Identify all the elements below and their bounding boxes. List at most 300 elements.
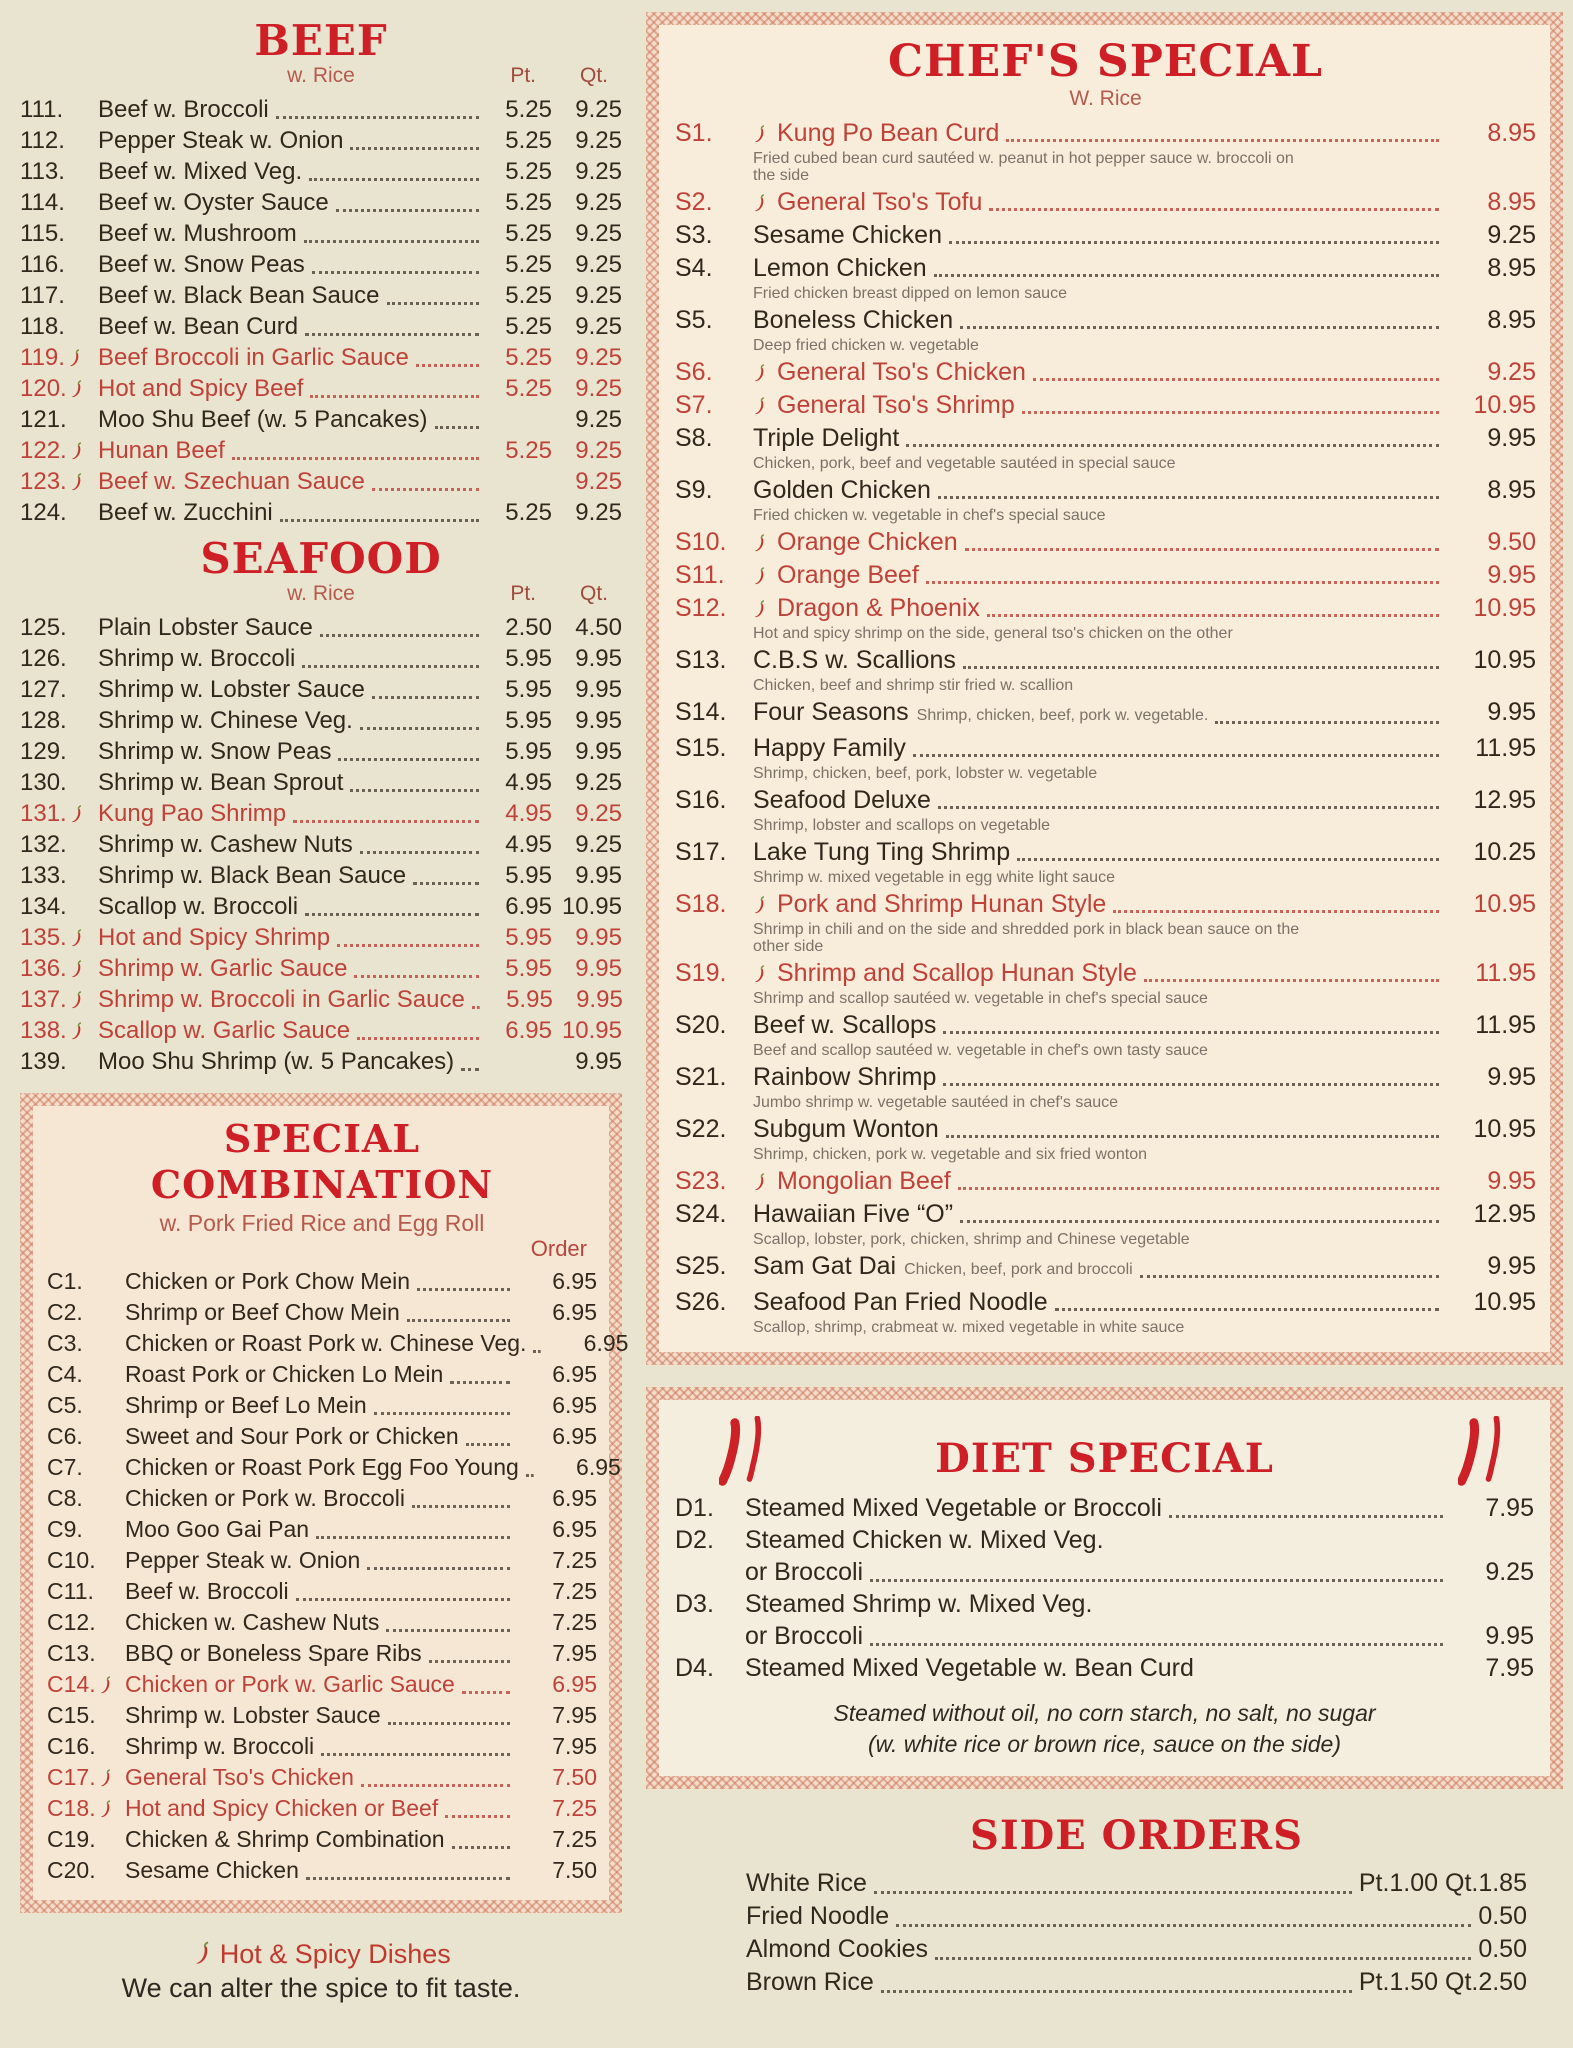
item-name: Beef w. Scallops — [753, 1011, 937, 1039]
dot-leader — [934, 274, 1439, 277]
menu-item — [675, 1252, 1536, 1284]
item-name: Hawaiian Five “O” — [753, 1200, 954, 1228]
item-price: 10.95 — [1473, 890, 1536, 918]
dot-leader — [450, 1381, 510, 1384]
side-orders-section — [646, 1813, 1563, 1999]
item-price: 6.95 — [552, 1671, 597, 1697]
item-price: 6.95 — [552, 1516, 597, 1542]
item-price: 7.95 — [1485, 1654, 1534, 1682]
dot-leader — [429, 1660, 510, 1663]
item-number: 121. — [20, 406, 67, 433]
item-number: C6. — [47, 1423, 83, 1449]
chili-pepper-icon — [70, 438, 84, 469]
menu-item — [20, 674, 622, 705]
chili-pepper-icon — [753, 597, 767, 626]
item-price-pint: 5.25 — [505, 220, 552, 247]
menu-item — [675, 561, 1536, 590]
menu-item — [47, 1700, 597, 1731]
dot-leader — [1113, 910, 1439, 913]
item-number: 126. — [20, 645, 67, 672]
item-name: Shrimp w. Broccoli — [125, 1733, 315, 1759]
item-price: 7.95 — [552, 1733, 597, 1759]
item-price: 9.95 — [1487, 1063, 1536, 1091]
item-name: Hunan Beef — [98, 437, 225, 464]
item-price-quart: 9.25 — [575, 220, 622, 247]
item-price-quart: 9.25 — [575, 437, 622, 464]
item-price: 8.95 — [1487, 188, 1536, 216]
item-name: Chicken or Pork w. Broccoli — [125, 1485, 405, 1511]
item-name: Scallop w. Garlic Sauce — [98, 1017, 351, 1044]
item-number: D4. — [675, 1654, 714, 1682]
dot-leader — [367, 1567, 510, 1570]
side-orders-list — [746, 1867, 1527, 1999]
quart-column-label: Qt. — [579, 582, 608, 605]
dot-leader — [350, 147, 479, 150]
menu-item — [20, 249, 622, 280]
item-name: Beef w. Zucchini — [98, 499, 273, 526]
item-description: Scallop, shrimp, crabmeat w. mixed vegetable in white sauce — [753, 1319, 1185, 1336]
item-name: Moo Goo Gai Pan — [125, 1516, 310, 1542]
chili-pepper-icon — [753, 531, 767, 560]
diet-note-line1: Steamed without oil, no corn starch, no salt, no sugar — [833, 1700, 1376, 1726]
menu-item — [47, 1824, 597, 1855]
item-number: S11. — [675, 561, 725, 589]
dot-leader — [526, 1474, 534, 1477]
item-price-pint: 5.25 — [505, 251, 552, 278]
dot-leader — [913, 754, 1439, 757]
menu-item — [20, 829, 622, 860]
item-number: D2. — [675, 1526, 714, 1554]
item-price-quart: 9.25 — [575, 831, 622, 858]
menu-item — [20, 280, 622, 311]
menu-item — [20, 466, 622, 497]
dot-leader — [293, 820, 479, 823]
chili-pepper-icon — [194, 1940, 212, 1974]
menu-item — [675, 1556, 1534, 1588]
dot-leader — [472, 1006, 480, 1009]
item-number: S7. — [675, 391, 713, 419]
item-price: 9.95 — [1487, 424, 1536, 452]
chili-pepper-icon — [70, 987, 84, 1018]
dot-leader — [1055, 1308, 1439, 1311]
item-price-quart: 9.25 — [575, 406, 622, 433]
menu-item — [47, 1421, 597, 1452]
item-name: Triple Delight — [753, 424, 900, 452]
item-number: C1. — [47, 1268, 83, 1294]
item-name: Shrimp or Beef Lo Mein — [125, 1392, 367, 1418]
item-name: Beef Broccoli in Garlic Sauce — [98, 344, 409, 371]
item-price-quart: 9.95 — [576, 986, 623, 1013]
chili-pepper-icon — [70, 1018, 84, 1049]
item-name: Hot and Spicy Beef — [98, 375, 304, 402]
menu-item — [675, 221, 1536, 250]
item-name: Beef w. Black Bean Sauce — [98, 282, 380, 309]
item-price-quart: 9.95 — [575, 955, 622, 982]
item-description: Chicken, pork, beef and vegetable sautéed in special sauce — [753, 455, 1176, 472]
quart-column-label: Qt. — [579, 64, 608, 87]
item-name: Beef w. Bean Curd — [98, 313, 299, 340]
dot-leader — [416, 364, 479, 367]
item-number: 138. — [20, 1015, 98, 1046]
item-name: Rainbow Shrimp — [753, 1063, 937, 1091]
section-subtitle: W. Rice — [1069, 87, 1142, 110]
item-name: Steamed Chicken w. Mixed Veg. — [745, 1526, 1104, 1554]
item-name: Chicken or Roast Pork w. Chinese Veg. — [125, 1330, 527, 1356]
item-price-quart: 9.25 — [575, 769, 622, 796]
menu-item — [20, 311, 622, 342]
dot-leader — [462, 1691, 510, 1694]
item-number: 112. — [20, 127, 65, 154]
item-number: S19. — [675, 959, 727, 987]
item-number: S12. — [675, 594, 727, 622]
item-number: S26. — [675, 1288, 727, 1316]
item-price-pint: 5.95 — [505, 738, 552, 765]
item-price-quart: 9.25 — [575, 158, 622, 185]
item-price: 6.95 — [552, 1268, 597, 1294]
item-number: 134. — [20, 893, 67, 920]
item-price: 11.95 — [1475, 959, 1536, 987]
chili-pepper-icon — [753, 191, 767, 220]
item-name: Shrimp w. Lobster Sauce — [98, 676, 365, 703]
chili-pepper-icon — [70, 801, 84, 832]
red-figures-icon — [1458, 1416, 1510, 1493]
item-name: General Tso's Chicken — [753, 358, 1026, 387]
seafood-item-list — [20, 612, 622, 1077]
item-number: 136. — [20, 953, 98, 984]
item-number: C10. — [47, 1547, 96, 1573]
menu-item — [47, 1576, 597, 1607]
item-number: C16. — [47, 1733, 96, 1759]
item-name: Kung Po Bean Curd — [753, 119, 999, 148]
dot-leader — [938, 806, 1439, 809]
item-price-pint: 5.95 — [505, 924, 552, 951]
dot-leader — [309, 178, 479, 181]
item-number: 129. — [20, 738, 67, 765]
item-price-pint: 6.95 — [505, 1017, 552, 1044]
dot-leader — [1215, 721, 1439, 724]
item-price: Pt.1.00 Qt.1.85 — [1358, 1869, 1527, 1897]
section-title: DIET SPECIAL — [935, 1435, 1274, 1482]
item-name: Shrimp or Beef Chow Mein — [125, 1299, 400, 1325]
dot-leader — [413, 882, 479, 885]
item-price: 6.95 — [552, 1392, 597, 1418]
item-price-pint: 5.25 — [505, 189, 552, 216]
item-price-quart: 10.95 — [561, 1017, 622, 1044]
item-name: Seafood Deluxe — [753, 786, 931, 814]
item-number: 111. — [20, 96, 64, 123]
item-number: 127. — [20, 676, 67, 703]
item-name: Beef w. Broccoli — [98, 96, 269, 123]
menu-item — [675, 1167, 1536, 1196]
item-number: S21. — [675, 1063, 727, 1091]
item-price: 9.25 — [1487, 358, 1536, 386]
item-number: C12. — [47, 1609, 96, 1635]
item-name: Dragon & Phoenix — [753, 594, 980, 623]
item-price-pint: 5.25 — [505, 158, 552, 185]
item-name: Chicken or Pork Chow Mein — [125, 1268, 411, 1294]
menu-item — [20, 891, 622, 922]
item-number: C18. — [47, 1793, 125, 1824]
item-name: Shrimp w. Bean Sprout — [98, 769, 344, 796]
menu-item — [20, 798, 622, 829]
item-number: 118. — [20, 313, 65, 340]
item-number: S15. — [675, 734, 727, 762]
menu-item — [47, 1855, 597, 1886]
menu-item — [675, 786, 1536, 834]
item-price: 9.25 — [1485, 1558, 1534, 1586]
dot-leader — [466, 1443, 510, 1446]
section-title: SIDE ORDERS — [969, 1812, 1304, 1859]
item-name: Beef w. Oyster Sauce — [98, 189, 329, 216]
item-name: Moo Shu Shrimp (w. 5 Pancakes) — [98, 1048, 455, 1075]
item-price-pint: 5.95 — [505, 676, 552, 703]
item-name: Hot and Spicy Shrimp — [98, 924, 331, 951]
item-number: C2. — [47, 1299, 83, 1325]
item-price-pint: 5.95 — [505, 707, 552, 734]
item-name: C.B.S w. Scallions — [753, 646, 956, 674]
item-price: 0.50 — [1478, 1935, 1527, 1963]
item-number: S6. — [675, 358, 713, 386]
menu-item — [675, 358, 1536, 387]
combination-item-list — [47, 1266, 629, 1886]
item-number: 116. — [20, 251, 65, 278]
menu-item — [47, 1545, 597, 1576]
item-name: Shrimp w. Garlic Sauce — [98, 955, 348, 982]
item-number: S3. — [675, 221, 713, 249]
item-price-quart: 9.25 — [575, 800, 622, 827]
item-price: 6.95 — [552, 1299, 597, 1325]
menu-item — [675, 1524, 1534, 1556]
item-number: S14. — [675, 698, 727, 726]
menu-item — [47, 1638, 597, 1669]
item-price-quart: 9.95 — [575, 924, 622, 951]
dot-leader — [372, 696, 479, 699]
dot-leader — [302, 665, 479, 668]
dot-leader — [906, 444, 1439, 447]
dot-leader — [896, 1924, 1471, 1927]
item-price-quart: 9.95 — [575, 738, 622, 765]
section-title: CHEF'S SPECIAL — [887, 36, 1323, 87]
item-price-quart: 9.25 — [575, 127, 622, 154]
menu-item — [675, 424, 1536, 472]
item-number: S10. — [675, 528, 727, 556]
dot-leader — [1022, 411, 1439, 414]
item-number: C19. — [47, 1826, 96, 1852]
menu-item — [675, 698, 1536, 730]
item-name: Scallop w. Broccoli — [98, 893, 299, 920]
section-subtitle: w. Rice — [287, 582, 355, 605]
menu-item — [675, 890, 1536, 955]
section-subtitle: w. Rice — [287, 64, 355, 87]
chili-pepper-icon — [70, 925, 84, 956]
item-price-pint: 6.95 — [505, 893, 552, 920]
item-number: S8. — [675, 424, 713, 452]
chili-pepper-icon — [753, 1170, 767, 1199]
pint-column-label: Pt. — [510, 582, 536, 605]
menu-item — [675, 734, 1536, 782]
item-number: C7. — [47, 1454, 83, 1480]
item-price: 9.95 — [1487, 698, 1536, 726]
item-price-pint: 5.25 — [505, 344, 552, 371]
dot-leader — [388, 1722, 510, 1725]
item-number: 122. — [20, 435, 98, 466]
dot-leader — [943, 1083, 1439, 1086]
item-number: S22. — [675, 1115, 727, 1143]
item-price: 9.95 — [1487, 1252, 1536, 1280]
menu-item — [675, 1492, 1534, 1524]
diet-special-box — [646, 1387, 1563, 1789]
item-price-pint: 5.25 — [505, 96, 552, 123]
menu-item — [675, 959, 1536, 1007]
hot-spicy-footnote — [20, 1937, 622, 2005]
item-number: 132. — [20, 831, 67, 858]
item-number: 139. — [20, 1048, 67, 1075]
item-price: 10.95 — [1473, 391, 1536, 419]
item-number: 130. — [20, 769, 67, 796]
dot-leader — [232, 457, 479, 460]
dot-leader — [321, 1753, 510, 1756]
item-number: C13. — [47, 1640, 96, 1666]
dot-leader — [1033, 378, 1439, 381]
item-name: Steamed Shrimp w. Mixed Veg. — [745, 1590, 1093, 1618]
dot-leader — [946, 1135, 1439, 1138]
item-number: C3. — [47, 1330, 83, 1356]
item-price-quart: 9.95 — [575, 676, 622, 703]
item-name: Shrimp w. Broccoli in Garlic Sauce — [98, 986, 465, 1013]
item-price-quart: 9.25 — [575, 375, 622, 402]
item-description: Hot and spicy shrimp on the side, general tso's chicken on the other — [753, 625, 1233, 642]
dot-leader — [305, 333, 479, 336]
item-price-pint: 5.95 — [506, 986, 553, 1013]
dot-leader — [357, 1037, 479, 1040]
dot-leader — [304, 240, 479, 243]
menu-item — [47, 1297, 597, 1328]
section-title: BEEF — [254, 16, 388, 65]
item-name: Pork and Shrimp Hunan Style — [753, 890, 1106, 919]
item-number: C15. — [47, 1702, 96, 1728]
item-number: S18. — [675, 890, 727, 918]
item-price-quart: 9.25 — [575, 499, 622, 526]
special-combination-inner — [33, 1106, 629, 1900]
menu-item — [20, 156, 622, 187]
item-price-pint: 5.25 — [505, 282, 552, 309]
item-number: 128. — [20, 707, 67, 734]
menu-item — [20, 497, 622, 528]
section-seafood — [20, 536, 622, 1077]
item-name: Shrimp w. Black Bean Sauce — [98, 862, 407, 889]
item-number: 115. — [20, 220, 65, 247]
item-price-pint: 5.95 — [505, 955, 552, 982]
menu-item — [675, 646, 1536, 694]
menu-item — [20, 1046, 622, 1077]
item-number: 133. — [20, 862, 67, 889]
item-description: Fried cubed bean curd sautéed w. peanut in hot pepper sauce w. broccoli on the side — [753, 150, 1294, 184]
dot-leader — [958, 1187, 1439, 1190]
special-combination-box — [20, 1093, 629, 1913]
item-number: S23. — [675, 1167, 727, 1195]
dot-leader — [280, 519, 479, 522]
item-price: 7.25 — [552, 1547, 597, 1573]
item-name: Steamed Mixed Vegetable w. Bean Curd — [745, 1654, 1194, 1682]
dot-leader — [960, 1220, 1439, 1223]
item-name: Brown Rice — [746, 1968, 874, 1996]
menu-item — [675, 1588, 1534, 1620]
chili-pepper-icon — [99, 1672, 113, 1703]
dot-leader — [387, 302, 479, 305]
chili-pepper-icon — [70, 956, 84, 987]
right-column — [646, 12, 1563, 2005]
item-name: General Tso's Shrimp — [753, 391, 1015, 420]
menu-item — [20, 187, 622, 218]
item-name: Fried Noodle — [746, 1902, 890, 1930]
item-name: Sesame Chicken — [125, 1857, 299, 1883]
chili-pepper-icon — [99, 1765, 113, 1796]
item-price-pint: 2.50 — [505, 614, 552, 641]
item-price: 8.95 — [1487, 306, 1536, 334]
item-name: Shrimp w. Snow Peas — [98, 738, 332, 765]
section-beef — [20, 18, 622, 528]
item-number: S5. — [675, 306, 713, 334]
order-column-label: Order — [530, 1236, 587, 1261]
diet-item-list — [675, 1492, 1534, 1684]
item-name: Roast Pork or Chicken Lo Mein — [125, 1361, 444, 1387]
item-name: Orange Chicken — [753, 528, 958, 557]
menu-item — [675, 254, 1536, 302]
hot-spicy-line — [20, 1937, 622, 1971]
dot-leader — [374, 1412, 510, 1415]
dot-leader — [338, 758, 479, 761]
item-price: 10.95 — [1473, 646, 1536, 674]
item-price-quart: 9.25 — [575, 251, 622, 278]
item-price-pint: 4.95 — [505, 800, 552, 827]
item-description: Shrimp, lobster and scallops on vegetable — [753, 817, 1051, 834]
item-price-quart: 9.25 — [575, 344, 622, 371]
item-price: 6.95 — [552, 1485, 597, 1511]
menu-item — [20, 705, 622, 736]
menu-item — [20, 767, 622, 798]
item-description: Shrimp in chili and on the side and shredded pork in black bean sauce on the other side — [753, 921, 1300, 955]
item-number: 117. — [20, 282, 65, 309]
item-number: 131. — [20, 798, 98, 829]
menu-item — [20, 94, 622, 125]
item-number: 123. — [20, 466, 98, 497]
item-number: D1. — [675, 1494, 714, 1522]
item-number: 124. — [20, 499, 67, 526]
dot-leader — [938, 496, 1439, 499]
item-price: Pt.1.50 Qt.2.50 — [1358, 1968, 1527, 1996]
item-number: 135. — [20, 922, 98, 953]
chili-pepper-icon — [70, 469, 84, 500]
menu-item — [675, 594, 1536, 642]
menu-item — [675, 1200, 1536, 1248]
menu-item — [675, 1063, 1536, 1111]
item-price: 8.95 — [1487, 476, 1536, 504]
item-name: Boneless Chicken — [753, 306, 954, 334]
item-price: 7.95 — [552, 1702, 597, 1728]
item-price: 6.95 — [583, 1330, 629, 1356]
menu-item — [20, 342, 622, 373]
item-description: Fried chicken w. vegetable in chef's special sauce — [753, 507, 1106, 524]
item-number: 113. — [20, 158, 65, 185]
menu-item — [675, 838, 1536, 886]
chefs-special-inner — [659, 25, 1550, 1352]
dot-leader — [296, 1598, 510, 1601]
menu-item — [20, 125, 622, 156]
item-price: 7.25 — [552, 1795, 597, 1821]
menu-item — [20, 860, 622, 891]
item-price-quart: 10.95 — [561, 893, 622, 920]
left-column — [20, 12, 629, 2005]
